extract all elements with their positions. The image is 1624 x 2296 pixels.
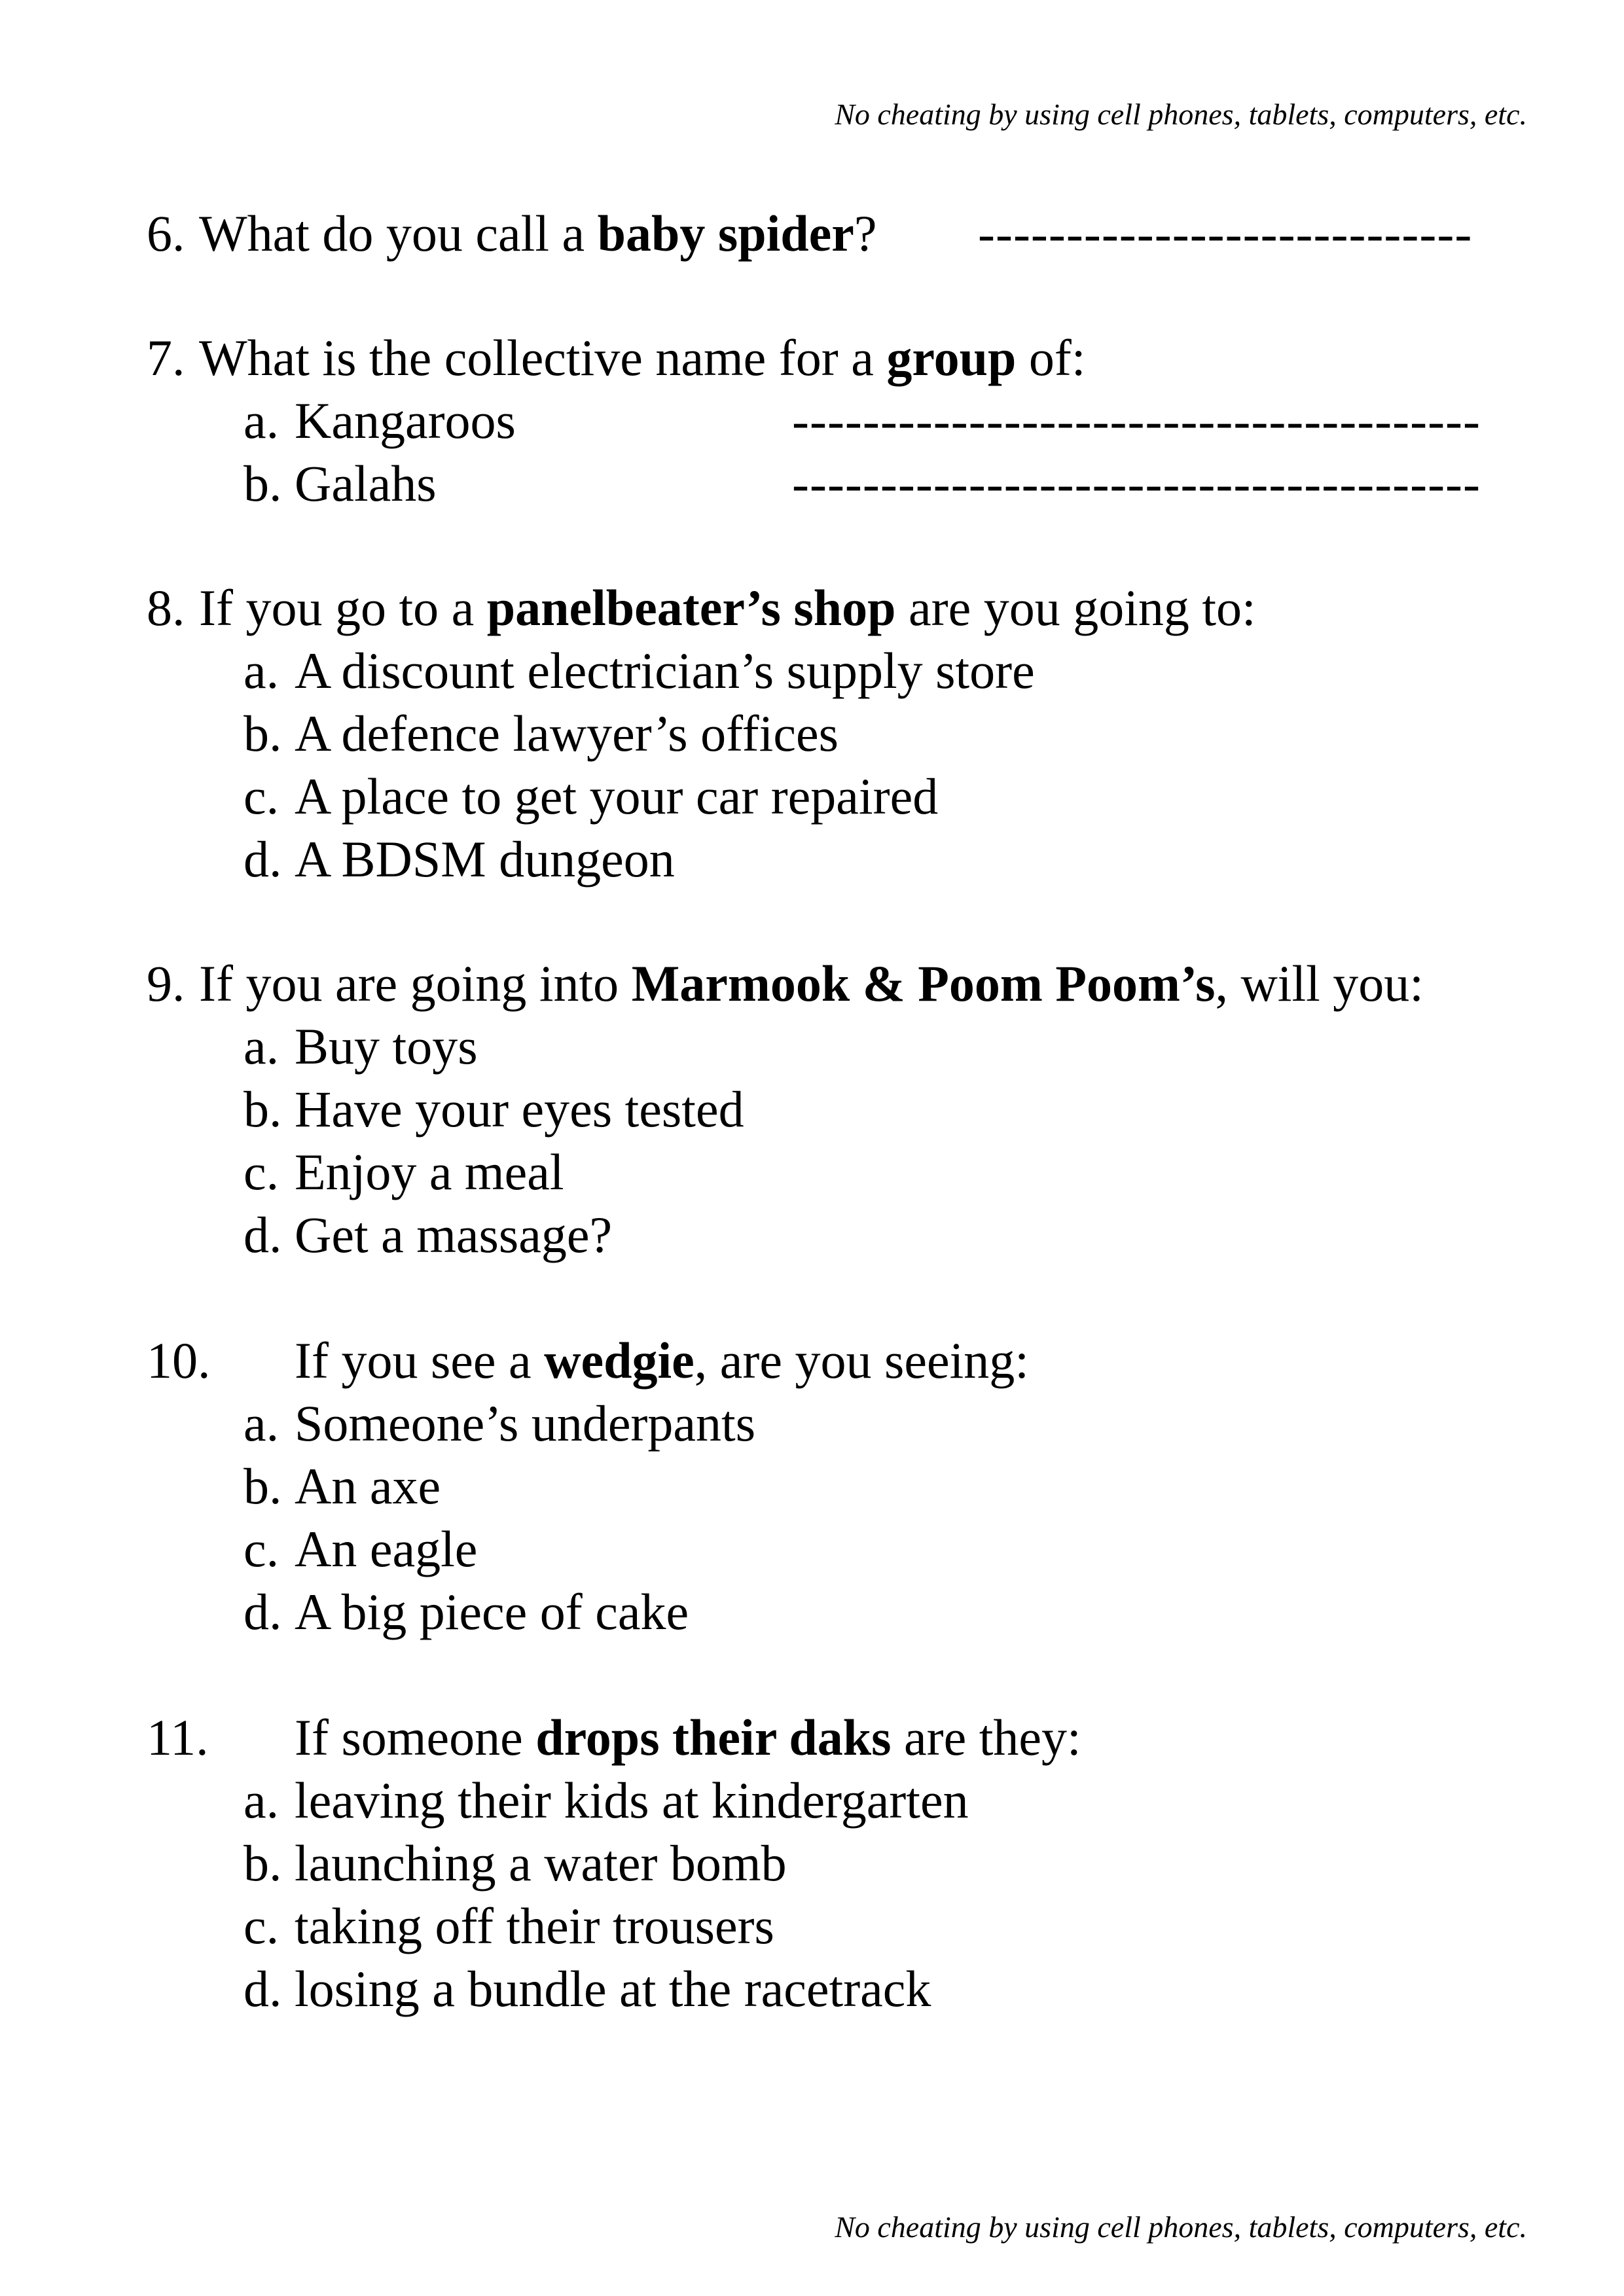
- question-number: 6.: [147, 205, 185, 262]
- option-row: [244, 1458, 1533, 1515]
- question-number: 9.: [147, 955, 185, 1012]
- question-text: What is the collective name for a group of:: [199, 329, 1086, 386]
- option-row: [244, 768, 1533, 825]
- option-text: Buy toys: [295, 1018, 478, 1075]
- footer-notice: No cheating by using cell phones, tablets, computers, etc.: [835, 2210, 1527, 2244]
- option-letter: b.: [244, 1081, 282, 1138]
- option-text: A defence lawyer’s offices: [295, 705, 839, 762]
- option-letter: d.: [244, 1206, 282, 1263]
- question-keyword: panelbeater’s shop: [486, 579, 896, 636]
- option-letter: a.: [244, 1395, 280, 1452]
- option-letter: d.: [244, 1583, 282, 1640]
- option-row: [244, 1897, 1533, 1954]
- option-row: [244, 1143, 1533, 1200]
- option-letter: b.: [244, 1458, 282, 1515]
- option-text: A place to get your car repaired: [295, 768, 939, 825]
- option-row: [244, 1081, 1533, 1138]
- option-row: [244, 831, 1533, 888]
- option-text: Have your eyes tested: [295, 1081, 744, 1138]
- question-text: If someone drops their daks are they:: [295, 1709, 1081, 1766]
- question-number: 11.: [147, 1709, 209, 1766]
- question-text: If you see a wedgie, are you seeing:: [295, 1332, 1029, 1389]
- option-letter: c.: [244, 1143, 280, 1200]
- question-text: What do you call a baby spider?: [199, 205, 877, 262]
- question-number: 7.: [147, 329, 185, 386]
- question-keyword: drops their daks: [535, 1709, 892, 1766]
- option-text: leaving their kids at kindergarten: [295, 1772, 969, 1829]
- option-letter: c.: [244, 768, 280, 825]
- answer-line: ---------------------------------------: [792, 392, 1481, 449]
- option-letter: a.: [244, 392, 280, 449]
- option-letter: b.: [244, 455, 282, 512]
- option-text: Get a massage?: [295, 1206, 613, 1263]
- question-11: [147, 1709, 1534, 1766]
- option-row: [244, 1395, 1533, 1452]
- option-row: [244, 1583, 1533, 1640]
- question-keyword: Marmook & Poom Poom’s: [631, 955, 1216, 1012]
- option-text: A big piece of cake: [295, 1583, 689, 1640]
- option-text: Enjoy a meal: [295, 1143, 564, 1200]
- option-letter: a.: [244, 642, 280, 699]
- option-text: Galahs: [295, 455, 437, 512]
- option-row: [244, 642, 1533, 699]
- option-text: An eagle: [295, 1520, 478, 1577]
- option-row: [244, 392, 1533, 449]
- option-text: A discount electrician’s supply store: [295, 642, 1035, 699]
- option-text: taking off their trousers: [295, 1897, 774, 1954]
- option-row: [244, 1960, 1533, 2017]
- header-notice: No cheating by using cell phones, tablets, computers, etc.: [835, 98, 1527, 131]
- option-row: [244, 1018, 1533, 1075]
- option-row: [244, 1772, 1533, 1829]
- question-number: 8.: [147, 579, 185, 636]
- option-text: Kangaroos: [295, 392, 516, 449]
- question-8: [147, 579, 1534, 636]
- question-6: [147, 205, 1534, 262]
- option-letter: a.: [244, 1772, 280, 1829]
- option-letter: a.: [244, 1018, 280, 1075]
- question-keyword: group: [886, 329, 1017, 386]
- question-keyword: wedgie: [544, 1332, 695, 1389]
- question-10: [147, 1332, 1534, 1389]
- option-text: Someone’s underpants: [295, 1395, 756, 1452]
- option-text: launching a water bomb: [295, 1835, 787, 1892]
- option-letter: d.: [244, 1960, 282, 2017]
- option-text: losing a bundle at the racetrack: [295, 1960, 931, 2017]
- question-text: If you go to a panelbeater’s shop are you going to:: [199, 579, 1256, 636]
- question-7: [147, 329, 1534, 386]
- option-row: [244, 1520, 1533, 1577]
- answer-line: ---------------------------------------: [792, 455, 1481, 512]
- option-letter: d.: [244, 831, 282, 888]
- question-text: If you are going into Marmook & Poom Poom’s, will you:: [199, 955, 1424, 1012]
- option-row: [244, 455, 1533, 512]
- option-letter: c.: [244, 1897, 280, 1954]
- answer-line: ----------------------------: [978, 205, 1473, 262]
- option-row: [244, 1835, 1533, 1892]
- option-row: [244, 705, 1533, 762]
- option-row: [244, 1206, 1533, 1263]
- question-9: [147, 955, 1534, 1012]
- option-letter: b.: [244, 1835, 282, 1892]
- question-number: 10.: [147, 1332, 211, 1389]
- option-letter: c.: [244, 1520, 280, 1577]
- option-letter: b.: [244, 705, 282, 762]
- option-text: A BDSM dungeon: [295, 831, 675, 888]
- question-keyword: baby spider: [597, 205, 854, 262]
- option-text: An axe: [295, 1458, 441, 1515]
